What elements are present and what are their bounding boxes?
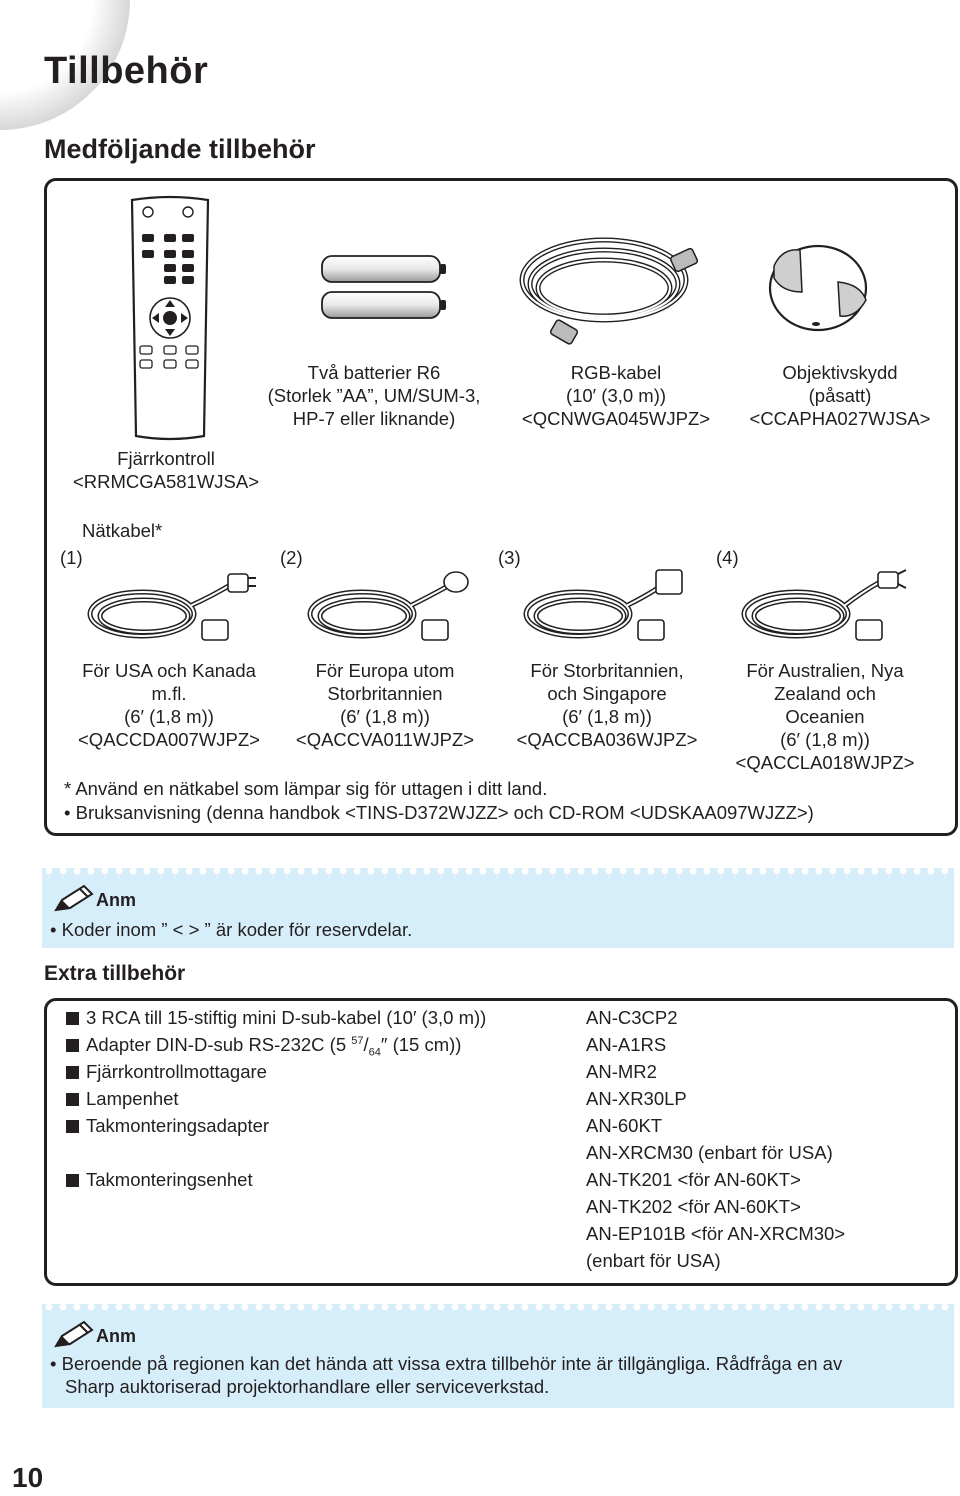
square-bullet-icon	[66, 1012, 79, 1025]
power-cord-4-length: (6′ (1,8 m))	[780, 729, 870, 750]
extra-item-2-suffix: ″ (15 cm))	[380, 1034, 462, 1055]
extra-item-1-label: 3 RCA till 15-stiftig mini D-sub-kabel (10′ (3,0 m))	[86, 1007, 487, 1028]
pencil-icon	[54, 884, 96, 912]
rgb-cable-illustration	[512, 224, 712, 352]
pencil-icon	[54, 1320, 96, 1348]
extra-code-4: AN-XR30LP	[586, 1088, 687, 1109]
power-cord-2-region-cont: Storbritannien	[327, 683, 443, 704]
remote-control-illustration	[126, 196, 214, 441]
power-cord-1-length: (6′ (1,8 m))	[124, 706, 214, 727]
power-cord-1-region-cont: m.fl.	[151, 683, 187, 704]
batteries-type: HP-7 eller liknande)	[292, 408, 456, 429]
extra-code-1: AN-C3CP2	[586, 1007, 678, 1028]
page-number: 10	[12, 1462, 44, 1493]
note-panel-2	[42, 1304, 954, 1408]
remote-code: <RRMCGA581WJSA>	[72, 471, 260, 492]
extra-item-4	[66, 1088, 179, 1110]
extra-code-2: AN-A1RS	[586, 1034, 667, 1055]
power-cord-2-caption	[272, 659, 498, 751]
rgb-cable-code: <QCNWGA045WJPZ>	[521, 408, 711, 429]
power-cord-4-region-cont2: Oceanien	[785, 706, 865, 727]
square-bullet-icon	[66, 1120, 79, 1133]
extra-code-5: AN-60KT	[586, 1115, 663, 1136]
extra-code-8: AN-TK202 <för AN-60KT>	[586, 1196, 801, 1217]
extra-item-2-label: Adapter DIN-D-sub RS-232C (5	[86, 1034, 352, 1055]
extra-item-2-fraction-numerator: 57	[351, 1034, 364, 1047]
extra-code-3: AN-MR2	[586, 1061, 657, 1082]
extra-item-6-label: Takmonteringsenhet	[86, 1169, 253, 1190]
section-title-supplied: Medföljande tillbehör	[44, 134, 316, 164]
power-cord-1-region: För USA och Kanada	[82, 660, 256, 681]
square-bullet-icon	[66, 1066, 79, 1079]
batteries-size: (Storlek ”AA”, UM/SUM-3,	[267, 385, 481, 406]
extra-item-4-label: Lampenhet	[86, 1088, 179, 1109]
power-cord-1-number: (1)	[60, 547, 83, 568]
power-cord-1-code: <QACCDA007WJPZ>	[78, 729, 260, 750]
extra-item-3	[66, 1061, 267, 1083]
power-cord-3-region: För Storbritannien,	[530, 660, 684, 681]
extra-item-2-fraction-denominator: 64	[368, 1046, 381, 1059]
square-bullet-icon	[66, 1039, 79, 1052]
rgb-cable-length: (10′ (3,0 m))	[565, 385, 667, 406]
power-cord-4-number: (4)	[716, 547, 739, 568]
note-2-label: Anm	[96, 1326, 136, 1346]
power-cord-2-region: För Europa utom	[315, 660, 455, 681]
extra-item-1	[66, 1007, 486, 1029]
note-dotted-border	[42, 1304, 954, 1314]
batteries-name: Två batterier R6	[307, 362, 441, 383]
note-2-line-1: • Beroende på regionen kan det hända att vissa extra tillbehör inte är tillgängliga. Rådfråga en av	[50, 1353, 843, 1374]
extra-code-10: (enbart för USA)	[586, 1250, 721, 1271]
manual-bullet: • Bruksanvisning (denna handbok <TINS-D372WJZZ> och CD-ROM <UDSKAA097WJZZ>)	[64, 802, 814, 823]
lens-cap-caption	[734, 361, 946, 430]
extra-code-6: AN-XRCM30 (enbart för USA)	[586, 1142, 833, 1163]
power-cord-3-illustration	[518, 566, 698, 650]
extra-code-7: AN-TK201 <för AN-60KT>	[586, 1169, 801, 1190]
remote-name: Fjärrkontroll	[117, 448, 215, 469]
extra-item-5-label: Takmonteringsadapter	[86, 1115, 270, 1136]
power-cord-1-caption	[56, 659, 282, 751]
note-2-text	[50, 1352, 950, 1398]
extra-item-5	[66, 1115, 269, 1137]
square-bullet-icon	[66, 1174, 79, 1187]
note-2-line-2: Sharp auktoriserad projektorhandlare eller serviceverkstad.	[65, 1376, 550, 1397]
power-cord-4-caption	[712, 659, 938, 774]
power-cord-2-length: (6′ (1,8 m))	[340, 706, 430, 727]
note-1-label: Anm	[96, 890, 136, 910]
extra-item-3-label: Fjärrkontrollmottagare	[86, 1061, 267, 1082]
power-cord-4-illustration	[736, 566, 916, 650]
lens-cap-illustration	[768, 238, 872, 332]
power-cord-4-region-cont: Zealand och	[774, 683, 876, 704]
square-bullet-icon	[66, 1093, 79, 1106]
power-cord-2-illustration	[302, 566, 482, 650]
extra-item-6	[66, 1169, 253, 1191]
power-cord-4-code: <QACCLA018WJPZ>	[735, 752, 915, 773]
note-1-text: • Koder inom ” < > ” är koder för reservdelar.	[50, 919, 413, 940]
lens-cap-name: Objektivskydd	[782, 362, 898, 383]
power-cord-heading: Nätkabel*	[82, 520, 163, 541]
power-cord-2-number: (2)	[280, 547, 303, 568]
rgb-cable-name: RGB-kabel	[570, 362, 662, 383]
power-cord-2-code: <QACCVA011WJPZ>	[295, 729, 475, 750]
power-cord-3-number: (3)	[498, 547, 521, 568]
rgb-cable-caption	[500, 361, 732, 430]
page-title: Tillbehör	[44, 50, 209, 92]
remote-caption	[56, 447, 276, 493]
batteries-caption	[236, 361, 512, 430]
power-cord-3-caption	[494, 659, 720, 751]
section-title-extra: Extra tillbehör	[44, 962, 186, 985]
power-cord-footnote: * Använd en nätkabel som lämpar sig för uttagen i ditt land.	[64, 778, 548, 799]
note-panel-1	[42, 868, 954, 948]
lens-cap-state: (påsatt)	[808, 385, 872, 406]
extra-code-9: AN-EP101B <för AN-XRCM30>	[586, 1223, 846, 1244]
extra-item-2: Adapter DIN-D-sub RS-232C (5 $^{57}/_{64}''$ (15 cm))	[66, 1034, 461, 1059]
power-cord-3-length: (6′ (1,8 m))	[562, 706, 652, 727]
power-cord-1-illustration	[82, 566, 262, 650]
note-dotted-border	[42, 868, 954, 878]
lens-cap-code: <CCAPHA027WJSA>	[749, 408, 931, 429]
power-cord-3-code: <QACCBA036WJPZ>	[516, 729, 698, 750]
power-cord-4-region: För Australien, Nya	[746, 660, 904, 681]
power-cord-3-region-cont: och Singapore	[547, 683, 667, 704]
batteries-illustration	[318, 250, 450, 326]
